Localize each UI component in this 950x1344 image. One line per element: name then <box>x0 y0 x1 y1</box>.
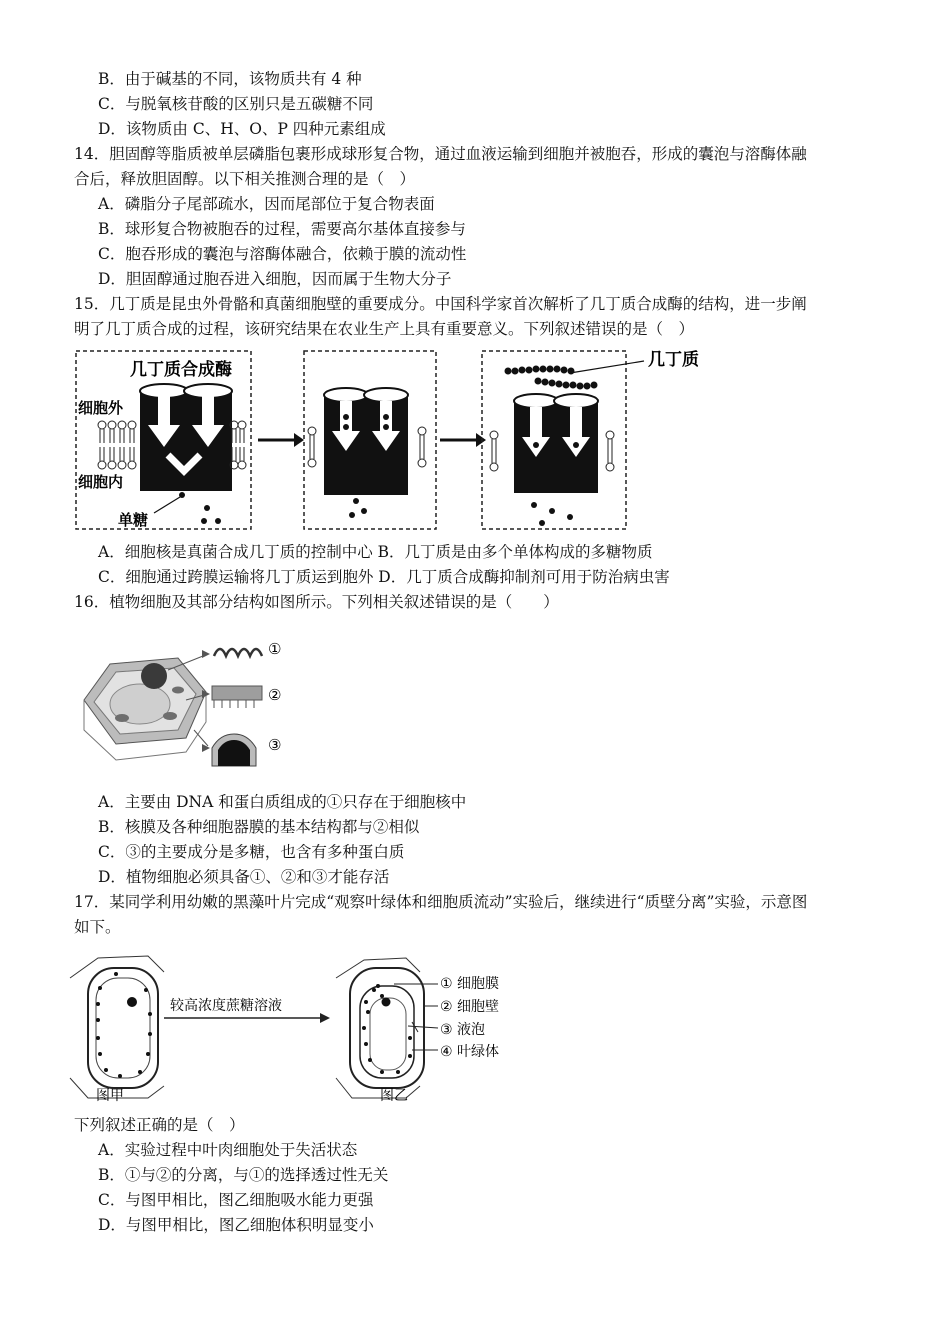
marker-1: ① <box>268 640 282 658</box>
q17-option-b: B．①与②的分离，与①的选择透过性无关 <box>98 1166 389 1184</box>
q14-option-c: C．胞吞形成的囊泡与溶酶体融合，依赖于膜的流动性 <box>98 245 467 263</box>
legend-cell-membrane: ① 细胞膜 <box>440 976 500 992</box>
cell-b <box>336 958 424 1098</box>
fig-a-label: 图甲 <box>96 1088 124 1104</box>
marker-2: ② <box>268 686 282 704</box>
membrane-right-1 <box>230 421 246 469</box>
chitin-chain <box>505 366 598 390</box>
q17-option-d: D．与图甲相比，图乙细胞体积明显变小 <box>98 1216 374 1234</box>
q14-stem-line2: 合后，释放胆固醇。以下相关推测合理的是（ ） <box>74 170 416 188</box>
enzyme-label: 几丁质合成酶 <box>130 360 232 380</box>
q17-stem-line1: 17．某同学利用幼嫩的黑藻叶片完成“观察叶绿体和细胞质流动”实验后，继续进行“质壁分离”实验，示意图 <box>74 893 808 911</box>
cell-a <box>70 956 164 1098</box>
enzyme-1 <box>140 384 232 491</box>
q16-stem: 16．植物细胞及其部分结构如图所示。下列相关叙述错误的是（ ） <box>74 593 559 611</box>
enzyme-3 <box>514 394 598 493</box>
q13-option-c: C．与脱氧核苷酸的区别只是五碳糖不同 <box>98 95 374 113</box>
marker-3: ③ <box>268 736 282 754</box>
outside-label: 细胞外 <box>78 399 124 417</box>
sucrose-arrow-label: 较高浓度蔗糖溶液 <box>170 998 282 1014</box>
q15-options-cd: C．细胞通过跨膜运输将几丁质运到胞外 D．几丁质合成酶抑制剂可用于防治病虫害 <box>98 568 670 586</box>
membrane-left-1 <box>98 421 136 469</box>
q17-option-a: A．实验过程中叶肉细胞处于失活状态 <box>98 1141 358 1159</box>
q16-option-a: A．主要由 DNA 和蛋白质组成的①只存在于细胞核中 <box>98 793 467 811</box>
q16-option-c: C．③的主要成分是多糖，也含有多种蛋白质 <box>98 843 405 861</box>
q14-option-a: A．磷脂分子尾部疏水，因而尾部位于复合物表面 <box>98 195 435 213</box>
q15-options-ab: A．细胞核是真菌合成几丁质的控制中心 B．几丁质是由多个单体构成的多糖物质 <box>98 543 653 561</box>
q13-option-b: B．由于碱基的不同，该物质共有 4 种 <box>98 70 362 88</box>
membrane-structure <box>212 686 262 700</box>
fig-b-label: 图乙 <box>380 1088 408 1104</box>
q15-stem-line2: 明了几丁质合成的过程，该研究结果在农业生产上具有重要意义。下列叙述错误的是（ ） <box>74 320 695 338</box>
legend-chloroplast: ④ 叶绿体 <box>440 1044 500 1060</box>
q16-option-b: B．核膜及各种细胞器膜的基本结构都与②相似 <box>98 818 420 836</box>
q16-option-d: D．植物细胞必须具备①、②和③才能存活 <box>98 868 390 886</box>
plasmolysis-figure <box>68 948 538 1108</box>
inside-label: 细胞内 <box>78 473 124 491</box>
chromatin-structure <box>214 649 262 656</box>
legend-cell-wall: ② 细胞壁 <box>440 999 500 1015</box>
q17-question: 下列叙述正确的是（ ） <box>74 1116 245 1134</box>
q14-option-d: D．胆固醇通过胞吞进入细胞，因而属于生物大分子 <box>98 270 452 288</box>
plant-cell-figure <box>78 630 298 770</box>
q14-stem-line1: 14．胆固醇等脂质被单层磷脂包裹形成球形复合物，通过血液运输到细胞并被胞吞，形成的囊泡与溶酶体融 <box>74 145 807 163</box>
chitin-label: 几丁质 <box>648 350 699 370</box>
q17-option-c: C．与图甲相比，图乙细胞吸水能力更强 <box>98 1191 374 1209</box>
enzyme-2 <box>324 388 408 495</box>
q17-stem-line2: 如下。 <box>74 918 121 936</box>
chitin-synthase-figure <box>72 345 712 535</box>
monosaccharide-label: 单糖 <box>118 511 149 529</box>
legend-vacuole: ③ 液泡 <box>440 1022 486 1038</box>
q14-option-b: B．球形复合物被胞吞的过程，需要高尔基体直接参与 <box>98 220 466 238</box>
plant-cell <box>84 658 206 760</box>
q15-stem-line1: 15．几丁质是昆虫外骨骼和真菌细胞壁的重要成分。中国科学家首次解析了几丁质合成酶的结构，进一步阐 <box>74 295 807 313</box>
q13-option-d: D．该物质由 C、H、O、P 四种元素组成 <box>98 120 386 138</box>
